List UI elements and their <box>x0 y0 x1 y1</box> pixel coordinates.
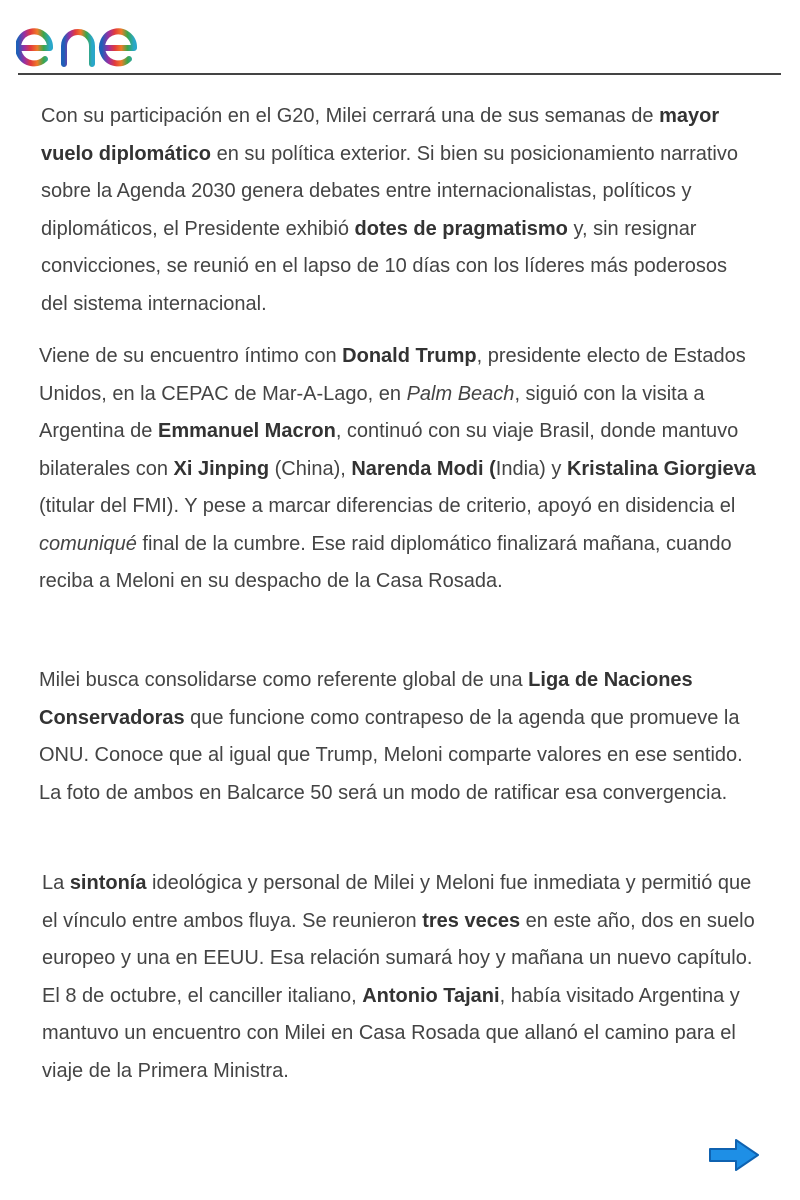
italic-text: comuniqué <box>39 532 137 555</box>
text-run: final de la cumbre. Ese raid diplomático finalizará mañana, cuando reciba a Meloni en su despacho de la Casa Rosada. <box>39 532 732 592</box>
text-run: (titular del FMI). Y pese a marcar diferencias de criterio, apoyó en disidencia el <box>39 495 736 517</box>
bold-text: mayor vuelo diplomático <box>41 105 720 165</box>
article-paragraph-2 <box>39 338 759 601</box>
bold-text: sintonía <box>69 872 147 894</box>
text-run: Con su participación en el G20, Milei cerrará una de sus semanas de <box>41 105 660 127</box>
text-run: Viene de su encuentro íntimo con <box>39 345 343 367</box>
next-page-button[interactable] <box>706 1136 762 1174</box>
bold-text: dotes de pragmatismo <box>354 217 568 240</box>
article-paragraph-3 <box>39 662 759 812</box>
bold-text: Emmanuel Macron <box>157 420 336 442</box>
bold-text: Xi Jinping <box>173 457 270 480</box>
bold-text: Donald Trump <box>342 345 477 367</box>
text-run: Milei busca consolidarse como referente global de una <box>39 669 529 691</box>
enel-logo <box>16 8 186 70</box>
bold-text: Kristalina Giorgieva <box>566 457 756 480</box>
text-run: y, sin resignar convicciones, se reunió en el lapso de 10 días con los líderes más poderosos del sistema internacional. <box>41 217 727 315</box>
text-run: ideológica y personal de Milei y Meloni fue inmediata y permitió que el vínculo entre ambos fluya. Se reunieron <box>42 872 752 932</box>
text-run: en este año, dos en suelo europeo y una en EEUU. Esa relación sumará hoy y mañana un nuevo capítulo. El 8 de octubre, el canciller italiano, <box>42 909 755 1007</box>
page-header <box>0 0 800 76</box>
text-run: en su política exterior. Si bien su posicionamiento narrativo sobre la Agenda 2030 genera debates entre internacionalistas, políticos y diplomáticos, el Presidente exhibió <box>41 142 738 240</box>
bold-text: tres veces <box>422 909 521 932</box>
text-run: India) y <box>495 457 567 480</box>
bold-text: Liga de Naciones Conservadoras <box>39 669 693 729</box>
arrow-right-icon <box>706 1136 762 1174</box>
text-run: , siguió con la visita a Argentina de <box>39 382 705 442</box>
text-run: , había visitado Argentina y mantuvo un encuentro con Milei en Casa Rosada que allanó el camino para el viaje de la Primera Ministra. <box>42 984 740 1082</box>
text-run: , presidente electo de Estados Unidos, en la CEPAC de Mar-A-Lago, en <box>39 345 746 405</box>
bold-text: Antonio Tajani <box>362 984 500 1007</box>
text-run: La <box>42 872 70 894</box>
text-run: que funcione como contrapeso de la agenda que promueve la ONU. Conoce que al igual que Trump, Meloni comparte valores en ese sentido. La foto de ambos en Balcarce 50 será un modo de ratificar esa convergencia. <box>39 706 743 804</box>
bold-text: Narenda Modi ( <box>351 457 496 480</box>
header-divider <box>18 73 781 75</box>
text-run: (China), <box>269 457 352 480</box>
article-paragraph-1 <box>41 98 756 323</box>
article-paragraph-4 <box>42 865 762 1090</box>
text-run: , continuó con su viaje Brasil, donde mantuvo bilaterales con <box>39 420 739 480</box>
italic-text: Palm Beach <box>406 382 515 405</box>
